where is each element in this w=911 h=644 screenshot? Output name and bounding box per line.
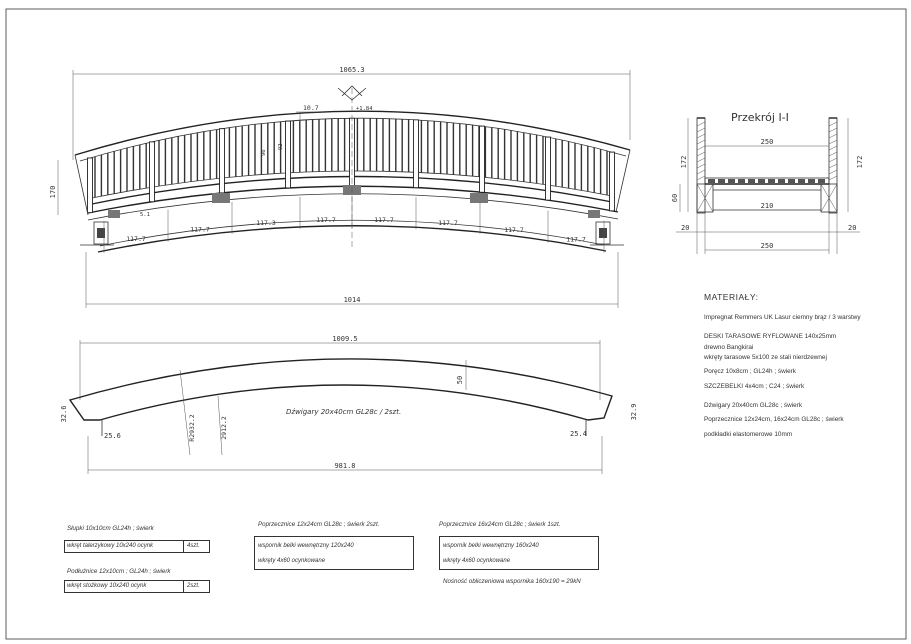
- segment-dim: 117.7: [438, 219, 458, 228]
- note-crossbeam-a-line1: wspornik belki wewnętrzny 120x240: [258, 543, 354, 549]
- note-crossbeam-b-box: [439, 536, 599, 570]
- dim-rail-small: 5.1: [140, 212, 150, 218]
- material-line: wkręty tarasowe 5x100 ze stali nierdzewnej: [704, 354, 827, 361]
- note-crossbeam-b-line1: wspornik belki wewnętrzny 160x240: [443, 543, 539, 549]
- dim-deck-inner: 210: [760, 202, 774, 210]
- post: [150, 142, 155, 202]
- post: [480, 126, 485, 192]
- note-posts-table: [64, 540, 210, 553]
- dim-deck-depth: 60: [671, 193, 679, 203]
- beam-label: Dźwigary 20x40cm GL28c / 2szt.: [286, 408, 402, 416]
- material-line: DESKI TARASOWE RYFLOWANE 140x25mm: [704, 333, 837, 340]
- bridge-elevation: [49, 66, 630, 308]
- beam-dim-radius-a: R2932.2: [188, 414, 196, 442]
- post: [414, 120, 419, 188]
- note-posts-cell-b: 4szt.: [187, 543, 200, 549]
- beam-dim-right-support: 25.4: [570, 430, 587, 438]
- note-capacity: Nośność obliczeniowa wspornika 160x190 = 29kN: [443, 578, 581, 585]
- material-line: drewno Bangkirai: [704, 344, 754, 351]
- dim-right-height: 172: [856, 155, 864, 169]
- beam-view: [60, 335, 638, 474]
- material-line: SZCZEBELKI 4x4cm ; C24 ; świerk: [704, 383, 805, 390]
- post: [610, 152, 615, 211]
- dim-top-width: 250: [760, 138, 774, 146]
- segment-dimensions: [104, 196, 604, 253]
- beam-dim-top: 1009.5: [332, 335, 358, 343]
- note-posts-title: Słupki 10x10cm GL24h ; świerk: [67, 525, 154, 532]
- note-crossbeam-a-line2: wkręty 4x60 ocynkowane: [258, 558, 326, 564]
- dim-top-span: 1065.3: [339, 66, 365, 74]
- post: [286, 121, 291, 188]
- post: [220, 129, 225, 193]
- note-crossbeam-a-title: Poprzecznice 12x24cm GL28c ; świerk 2szt.: [258, 521, 380, 528]
- note-stringers-table: [64, 580, 210, 593]
- dim-left-height: 170: [49, 185, 57, 199]
- section-view: [671, 111, 864, 254]
- section-title: Przekrój I-I: [731, 111, 789, 124]
- dim-bottom-span: 1014: [343, 296, 361, 304]
- dim-left-offset: 20: [681, 224, 690, 232]
- note-crossbeam-b-line2: wkręty 4x60 ocynkowane: [443, 558, 511, 564]
- segment-dim: 117.7: [504, 225, 524, 234]
- dim-post-a: 96: [261, 149, 267, 156]
- segment-dim: 117.7: [566, 235, 586, 244]
- material-line: Poprzecznice 12x24cm, 16x24cm GL28c ; świerk: [704, 416, 844, 423]
- dim-left-height: 172: [680, 155, 688, 169]
- material-line: podkładki elastomerowe 10mm: [704, 431, 793, 438]
- dim-right-offset: 20: [848, 224, 857, 232]
- segment-dim: 117.7: [126, 234, 146, 243]
- note-crossbeam-b-title: Poprzecznice 16x24cm GL28c ; świerk 1szt.: [439, 521, 561, 528]
- beam-dim-bottom: 981.8: [334, 462, 356, 470]
- segment-dim: 117.7: [190, 225, 210, 234]
- beam-dim-mid-depth: 50: [456, 375, 464, 385]
- dim-bottom-width: 250: [760, 242, 774, 250]
- segment-dim: 117.7: [374, 216, 394, 225]
- note-stringers-cell-a: wkręt stożkowy 10x240 ocynk: [67, 583, 147, 589]
- note-stringers-cell-b: 2szt.: [187, 583, 200, 589]
- dim-rail-offset: 10.7: [303, 104, 319, 112]
- note-stringers-title: Podłużnice 12x10cm ; GL24h ; świerk: [67, 568, 171, 575]
- material-line: Impregnat Remmers UK Lasur ciemny brąz / 3 warstwy: [704, 314, 861, 321]
- segment-dim: 117.3: [256, 218, 276, 227]
- material-line: Dźwigary 20x40cm GL28c ; świerk: [704, 402, 803, 409]
- beam-dim-left-support: 25.6: [104, 432, 121, 440]
- material-line: Poręcz 10x8cm ; GL24h ; świerk: [704, 368, 796, 375]
- materials-header: MATERIAŁY:: [704, 292, 759, 302]
- dim-center-mark: +1.84: [356, 106, 373, 112]
- beam-dim-right-end: 32.9: [630, 403, 638, 421]
- beam-dim-radius-b: 2912.2: [220, 416, 228, 440]
- post: [546, 137, 551, 200]
- note-crossbeam-a-box: [254, 536, 414, 570]
- beam-dim-left-end: 32.6: [60, 405, 68, 423]
- note-posts-cell-a: wkręt talerzykowy 10x240 ocynk: [67, 543, 154, 549]
- segment-dim: 117.7: [316, 216, 336, 225]
- dim-post-b: 92: [278, 143, 284, 150]
- post: [88, 158, 93, 213]
